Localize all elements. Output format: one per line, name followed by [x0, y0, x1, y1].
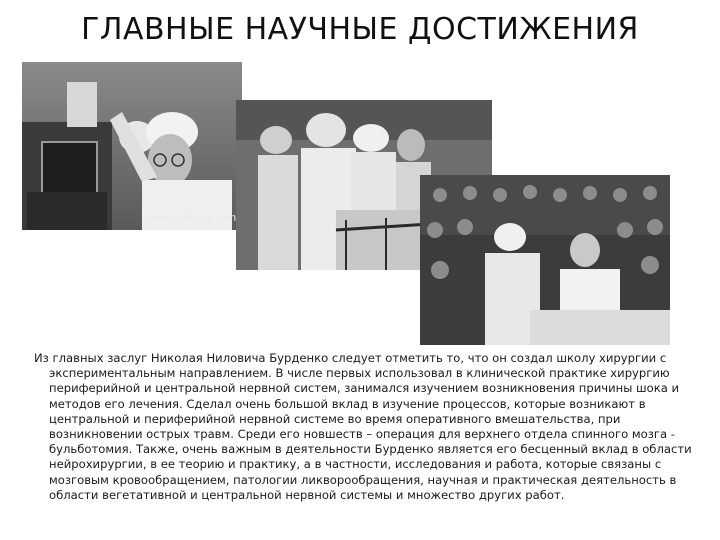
- body-line: возникновении острых травм. Среди его новшеств – операция для верхнего отдела спинного мозга -: [49, 427, 675, 442]
- body-line: центральной и периферийной нервной системе во время оперативного вмешательства, при: [49, 411, 621, 426]
- body-line: Из главных заслуг Николая Ниловича Бурденко следует отметить то, что он создал школу хирургии с: [34, 351, 667, 365]
- body-line: мозговым кровообращением, патологии ликворообращения, научная и практическая деятельность в: [49, 472, 677, 487]
- photo1-watermark: www.toybytoy.com: [145, 212, 236, 224]
- body-line: периферийной и центральной нервной систем, занимался изучением возникновения причины шока и: [49, 381, 680, 396]
- photo3-image: [420, 175, 670, 345]
- body-line: области вегетативной и центральной нервной системы и множество других работ.: [49, 487, 565, 502]
- body-line: экспериментальным направлением. В числе первых использовал в клинической практике хирургию: [49, 366, 670, 381]
- body-text: [34, 351, 714, 503]
- body-line: бульботомия. Также, очень важным в деятельности Бурденко является его бесценный вклад в области: [49, 442, 692, 457]
- photo-surgeon-with-apparatus: [22, 62, 242, 230]
- body-line: нейрохирургии, в ее теорию и практику, а в частности, исследования и работа, которые связаны с: [49, 457, 662, 472]
- page-title: ГЛАВНЫЕ НАУЧНЫЕ ДОСТИЖЕНИЯ: [81, 12, 639, 47]
- body-line: методов его лечения. Сделал очень большой вклад в изучение процессов, которые возникают в: [49, 396, 646, 411]
- photo-lecture-audience: [420, 175, 670, 345]
- photo1-image: [22, 62, 242, 230]
